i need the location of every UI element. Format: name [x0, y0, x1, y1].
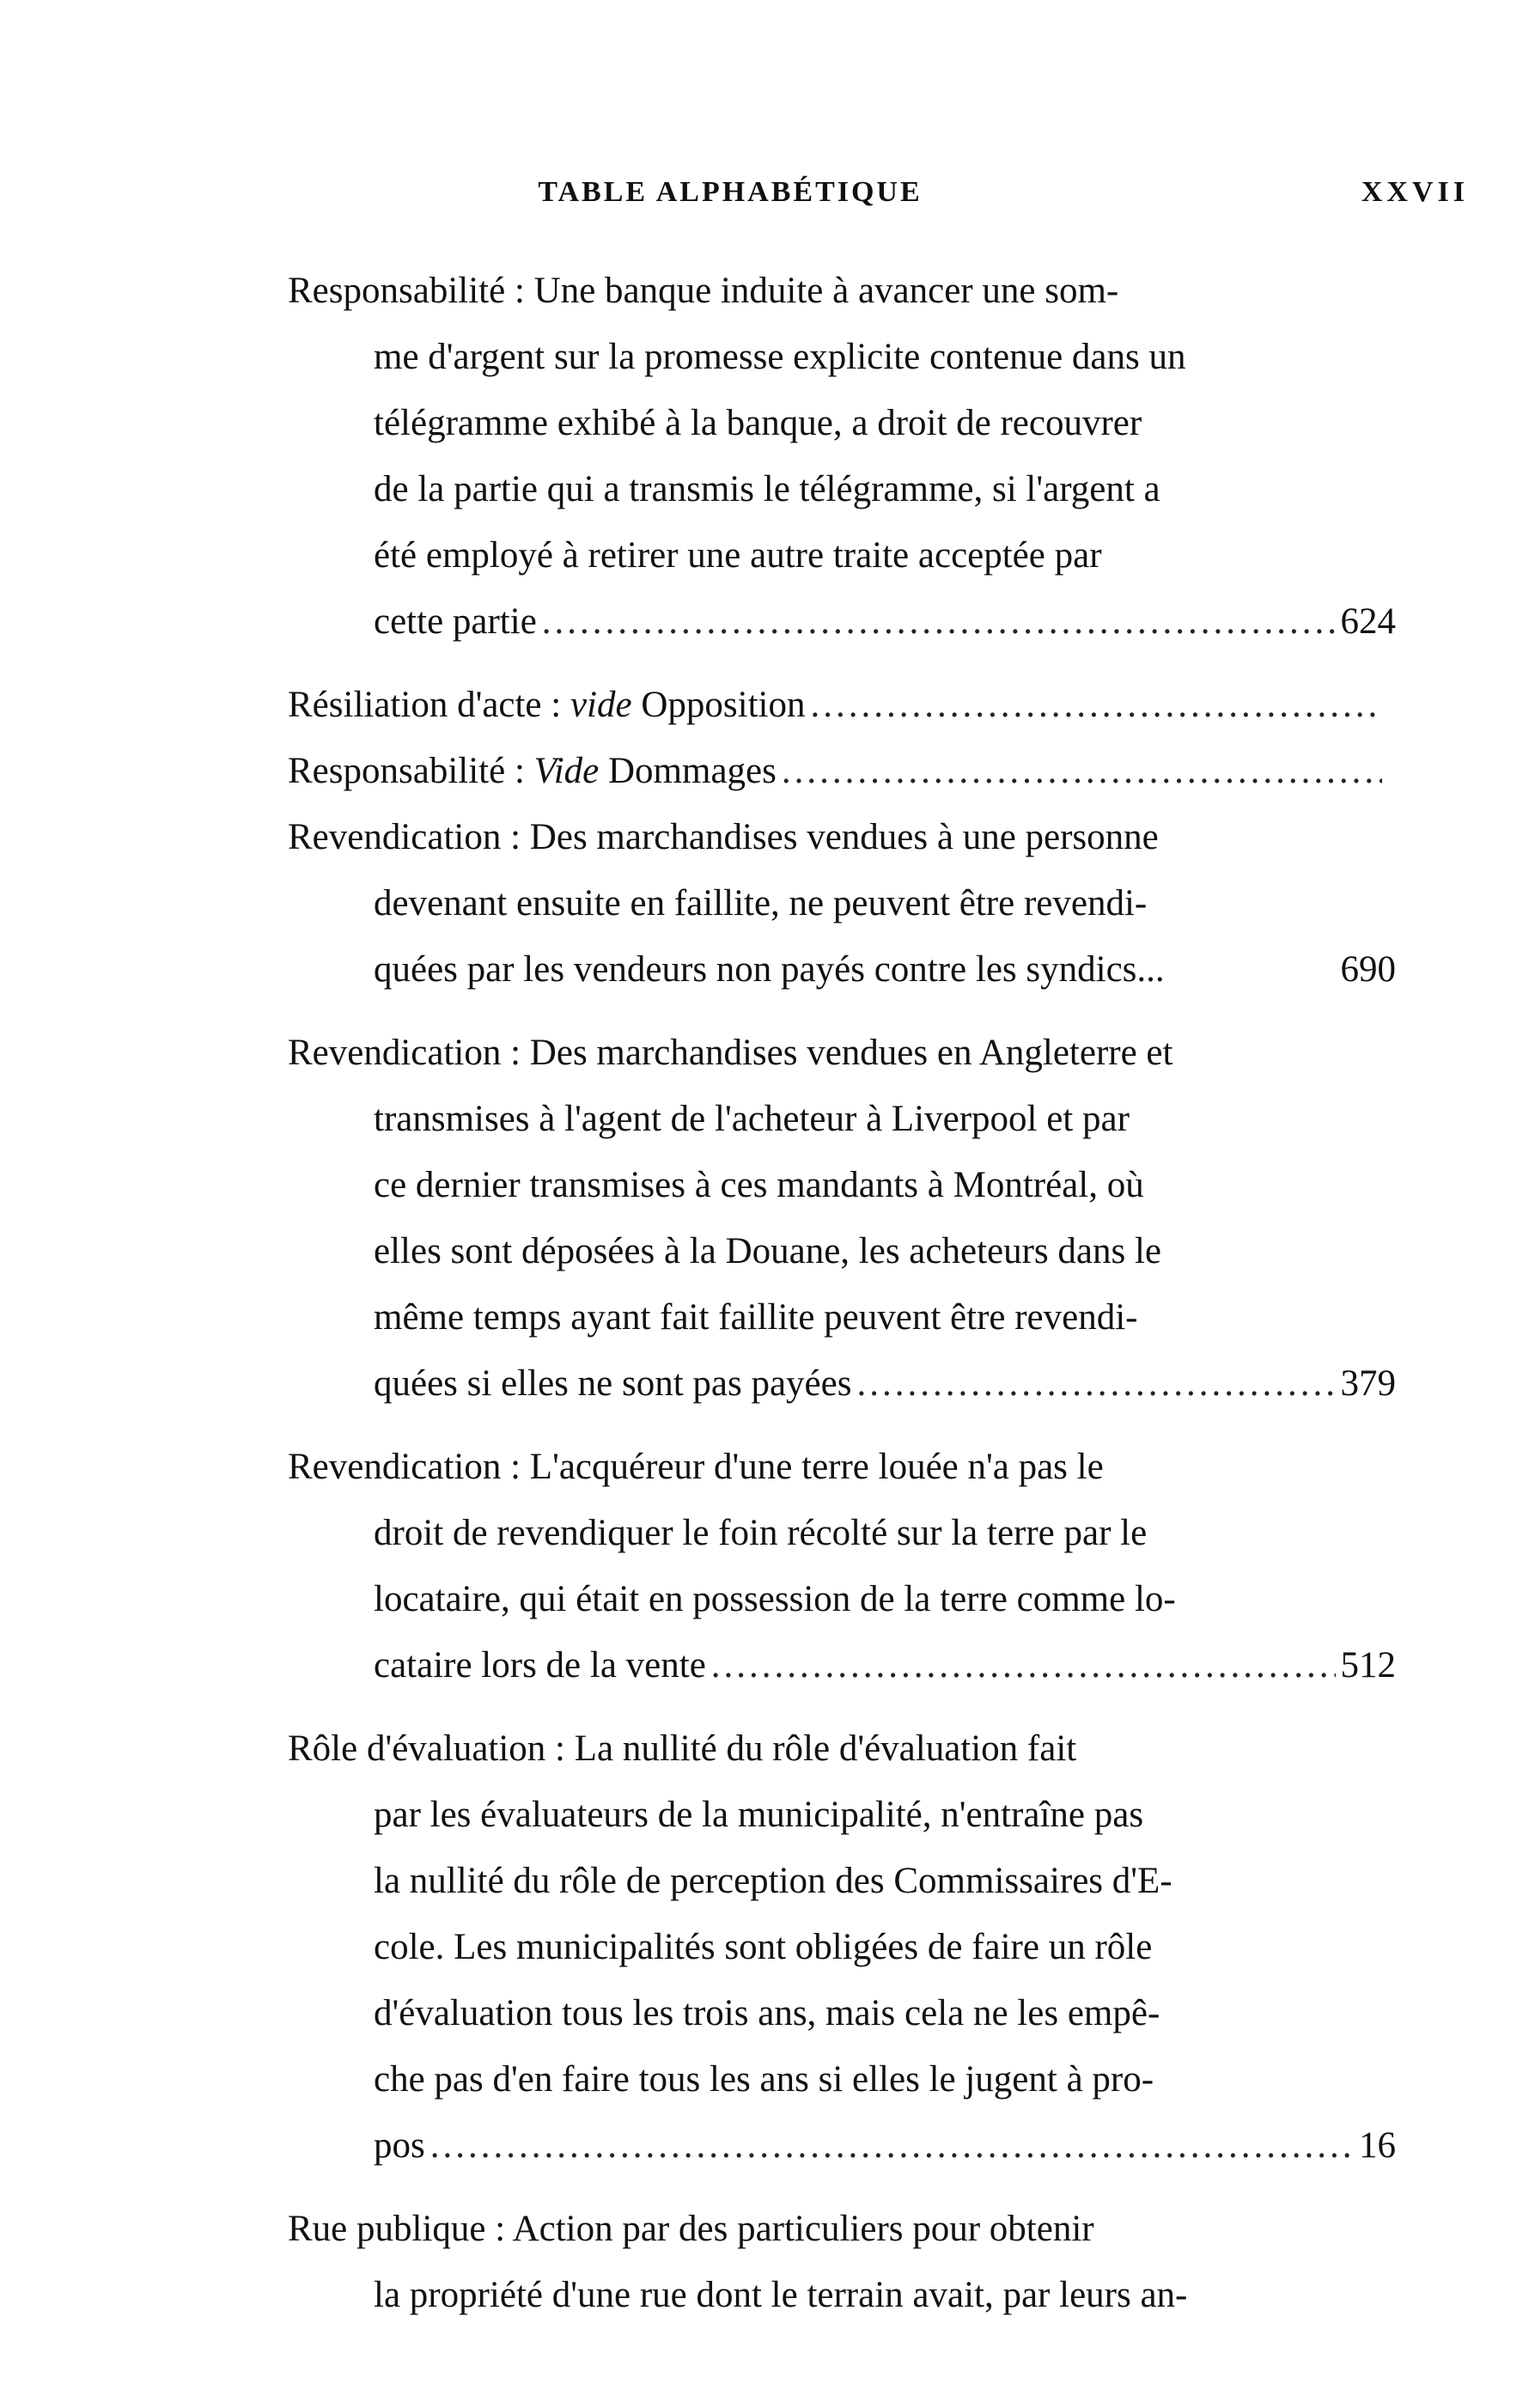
entry-line-last — [288, 936, 1396, 1003]
index-entries — [288, 258, 1490, 2345]
entry-text: Responsabilité : — [288, 751, 525, 791]
entry-line: transmises à l'agent de l'acheteur à Liverpool et par — [374, 1099, 1130, 1139]
entry-page: 16 — [1359, 2125, 1396, 2166]
entry-line: elles sont déposées à la Douane, les acheteurs dans le — [374, 1231, 1162, 1271]
entry-page: 624 — [1340, 601, 1396, 642]
running-title: TABLE ALPHABÉTIQUE — [538, 176, 923, 208]
entry-text: pos — [374, 2125, 425, 2166]
entry-text: quées si elles ne sont pas payées — [374, 1363, 852, 1404]
index-entry — [288, 258, 1490, 655]
dot-leader — [856, 1350, 1335, 1417]
entry-text: Dommages — [608, 751, 777, 791]
entry-italic: vide — [570, 685, 632, 725]
entry-text: quées par les vendeurs non payés contre les syndics... — [374, 949, 1165, 990]
entry-line: che pas d'en faire tous les ans si elles le jugent à pro- — [374, 2059, 1154, 2100]
dot-leader — [711, 1632, 1336, 1698]
index-entry — [288, 2196, 1490, 2328]
entry-line: Responsabilité : Une banque induite à avancer une som- — [288, 271, 1119, 311]
dot-leader — [810, 672, 1382, 738]
entry-page: 690 — [1340, 949, 1396, 990]
entry-line: locataire, qui était en possession de la terre comme lo- — [374, 1579, 1176, 1619]
entry-page: 512 — [1340, 1645, 1396, 1686]
entry-italic: Vide — [533, 751, 600, 791]
entry-line: me d'argent sur la promesse explicite contenue dans un — [374, 337, 1186, 377]
entry-text: Opposition — [641, 685, 806, 725]
entry-line: devenant ensuite en faillite, ne peuvent être revendi- — [374, 883, 1148, 924]
entry-line: la propriété d'une rue dont le terrain avait, par leurs an- — [374, 2275, 1188, 2315]
roman-page-number: XXVII — [1361, 176, 1469, 208]
entry-text: cette partie — [374, 601, 537, 642]
dot-leader — [782, 738, 1382, 804]
entry-line-last — [288, 1632, 1396, 1698]
index-entry — [288, 1716, 1490, 2179]
entry-line: droit de revendiquer le foin récolté sur la terre par le — [374, 1513, 1148, 1553]
entry-line-last — [288, 738, 1387, 804]
entry-text: Résiliation d'acte : — [288, 685, 562, 725]
index-entry — [288, 738, 1490, 804]
entry-line-last — [288, 672, 1387, 738]
entry-line: cole. Les municipalités sont obligées de faire un rôle — [374, 1927, 1153, 1967]
entry-text: cataire lors de la vente — [374, 1645, 706, 1686]
index-entry — [288, 1020, 1490, 1417]
index-entry — [288, 804, 1490, 1003]
dot-leader — [542, 588, 1336, 655]
entry-line: été employé à retirer une autre traite acceptée par — [374, 535, 1102, 576]
entry-line: par les évaluateurs de la municipalité, n'entraîne pas — [374, 1795, 1144, 1835]
entry-line: de la partie qui a transmis le télégramme, si l'argent a — [374, 469, 1160, 509]
entry-line-last — [288, 1350, 1396, 1417]
index-entry — [288, 672, 1490, 738]
entry-page: 379 — [1340, 1363, 1396, 1404]
entry-line: Revendication : Des marchandises vendues en Angleterre et — [288, 1033, 1173, 1073]
entry-line: Rôle d'évaluation : La nullité du rôle d'évaluation fait — [288, 1728, 1077, 1769]
page-header — [283, 176, 1495, 219]
entry-line: d'évaluation tous les trois ans, mais cela ne les empê- — [374, 1993, 1160, 2033]
entry-line-last — [288, 588, 1396, 655]
entry-line: ce dernier transmises à ces mandants à Montréal, où — [374, 1165, 1144, 1205]
entry-line: même temps ayant fait faillite peuvent être revendi- — [374, 1297, 1138, 1338]
entry-line: la nullité du rôle de perception des Commissaires d'E- — [374, 1861, 1173, 1901]
entry-line: Revendication : Des marchandises vendues à une personne — [288, 817, 1159, 857]
entry-line-last — [288, 2112, 1396, 2179]
entry-line: Revendication : L'acquéreur d'une terre louée n'a pas le — [288, 1447, 1104, 1487]
entry-line: télégramme exhibé à la banque, a droit de recouvrer — [374, 403, 1142, 443]
index-entry — [288, 1434, 1490, 1698]
entry-line: Rue publique : Action par des particuliers pour obtenir — [288, 2209, 1094, 2249]
dot-leader — [430, 2112, 1354, 2179]
